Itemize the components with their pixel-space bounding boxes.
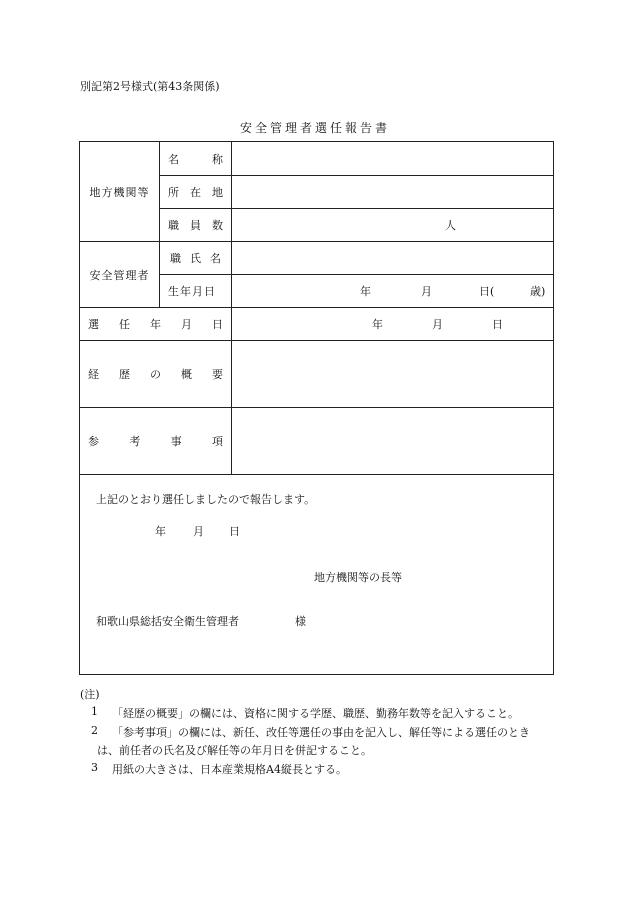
report-date-year: 年 — [155, 525, 166, 538]
report-date-day: 日 — [229, 525, 240, 538]
recipient-title: 和歌山県総括安全衛生管理者 — [96, 615, 239, 628]
manager-name-label: 職 氏 名 — [160, 242, 232, 275]
birth-date-label: 生年月日 — [160, 275, 232, 308]
reference-notes-label: 参 考 事 項 — [80, 408, 232, 475]
report-statement: 上記のとおり選任しましたので報告します。 — [96, 493, 316, 506]
signer-title: 地方機関等の長等 — [314, 571, 402, 584]
manager-name-field[interactable] — [232, 242, 554, 275]
document-title: 安全管理者選任報告書 — [239, 121, 390, 135]
recipient-honorific: 様 — [295, 615, 306, 628]
report-date-month: 月 — [193, 525, 204, 538]
agency-group-label: 地方機関等 — [80, 142, 160, 242]
birth-date-field[interactable]: 年 月 日( 歳) — [232, 275, 554, 308]
form-reference: 別記第2号様式(第43条関係) — [80, 80, 220, 93]
note-2-text: 「参考事項」の欄には、新任、改任等選任の事由を記入し、解任等による選任のとき — [112, 726, 530, 739]
appointment-date-label: 選 任 年 月 日 — [80, 308, 232, 341]
career-summary-label: 経 歴 の 概 要 — [80, 341, 232, 408]
manager-group-label: 安全管理者 — [80, 242, 160, 308]
name-field[interactable] — [232, 142, 554, 176]
location-field[interactable] — [232, 176, 554, 209]
notes-header: (注) — [80, 688, 100, 701]
name-label: 名 称 — [160, 142, 232, 176]
note-1-number: 1 — [91, 705, 98, 718]
staff-count-field[interactable] — [232, 209, 554, 242]
location-label: 所 在 地 — [160, 176, 232, 209]
career-summary-field[interactable] — [232, 341, 554, 408]
note-3-text: 用紙の大きさは、日本産業規格A4縦長とする。 — [112, 763, 347, 776]
note-2-continuation: は、前任者の氏名及び解任等の年月日を併記すること。 — [97, 744, 372, 757]
reference-notes-field[interactable] — [232, 408, 554, 475]
note-1-text: 「経歴の概要」の欄には、資格に関する学歴、職歴、勤務年数等を記入すること。 — [112, 707, 519, 720]
note-2-number: 2 — [91, 724, 98, 737]
note-3-number: 3 — [91, 761, 98, 774]
appointment-date-field[interactable]: 年 月 日 — [232, 308, 554, 341]
staff-count-label: 職 員 数 — [160, 209, 232, 242]
staff-unit: 人 — [445, 219, 456, 232]
report-form-table — [79, 141, 554, 475]
